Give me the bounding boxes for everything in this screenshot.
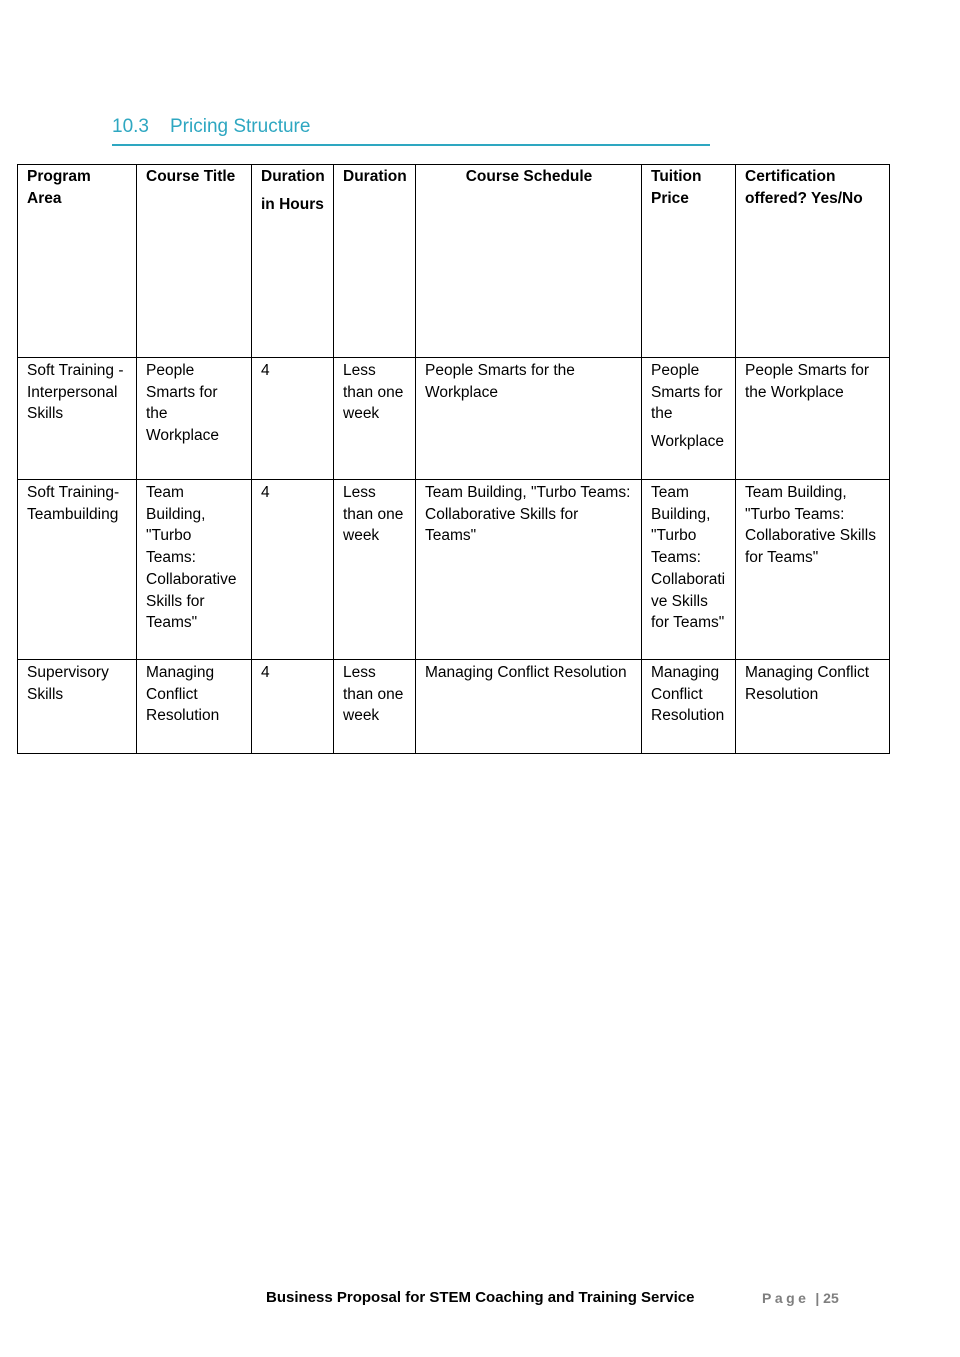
cell-tuition: Managing Conflict Resolution	[642, 660, 736, 754]
cell-course-title: People Smarts for the Workplace	[137, 358, 252, 480]
cell-certification: Managing Conflict Resolution	[736, 660, 890, 754]
page-label: Page	[762, 1290, 810, 1306]
cell-duration: Less than one week	[334, 358, 416, 480]
header-course-title: Course Title	[137, 165, 252, 358]
cell-tuition	[642, 358, 736, 480]
cell-hours: 4	[252, 358, 334, 480]
cell-course-title: Managing Conflict Resolution	[137, 660, 252, 754]
cell-certification: Team Building, "Turbo Teams: Collaborative Skills for Teams"	[736, 480, 890, 660]
cell-tuition: Team Building, "Turbo Teams: Collaborative Skills for Teams"	[642, 480, 736, 660]
cell-tuition-cont: Workplace	[651, 433, 724, 451]
cell-program-area: Soft Training - Interpersonal Skills	[18, 358, 137, 480]
header-certification: Certification offered? Yes/No	[736, 165, 890, 358]
table-row	[18, 480, 890, 660]
cell-certification: People Smarts for the Workplace	[736, 358, 890, 480]
section-title: Pricing Structure	[170, 116, 311, 137]
section-number: 10.3	[112, 116, 149, 137]
footer-title: Business Proposal for STEM Coaching and Training Service	[266, 1289, 695, 1306]
cell-duration: Less than one week	[334, 480, 416, 660]
cell-hours: 4	[252, 660, 334, 754]
pricing-table	[17, 164, 890, 754]
table-header-row	[18, 165, 890, 358]
header-course-schedule: Course Schedule	[416, 165, 642, 358]
cell-program-area: Soft Training-Teambuilding	[18, 480, 137, 660]
header-duration-label: Duration	[261, 168, 325, 185]
table-row	[18, 358, 890, 480]
page-number: 25	[823, 1290, 839, 1306]
header-duration: Duration	[334, 165, 416, 358]
header-tuition-price: Tuition Price	[642, 165, 736, 358]
cell-schedule: Team Building, "Turbo Teams: Collaborative Skills for Teams"	[416, 480, 642, 660]
header-in-hours-label: in Hours	[261, 195, 324, 213]
cell-hours: 4	[252, 480, 334, 660]
table-row	[18, 660, 890, 754]
section-heading	[112, 114, 710, 146]
header-program-area: Program Area	[18, 165, 137, 358]
cell-schedule: People Smarts for the Workplace	[416, 358, 642, 480]
page-number-block	[762, 1288, 839, 1308]
cell-duration: Less than one week	[334, 660, 416, 754]
cell-course-title: Team Building, "Turbo Teams: Collaborative Skills for Teams"	[137, 480, 252, 660]
page-separator: |	[815, 1290, 820, 1306]
cell-program-area: Supervisory Skills	[18, 660, 137, 754]
cell-schedule: Managing Conflict Resolution	[416, 660, 642, 754]
header-duration-hours	[252, 165, 334, 358]
cell-tuition-text: People Smarts for the	[651, 362, 723, 423]
